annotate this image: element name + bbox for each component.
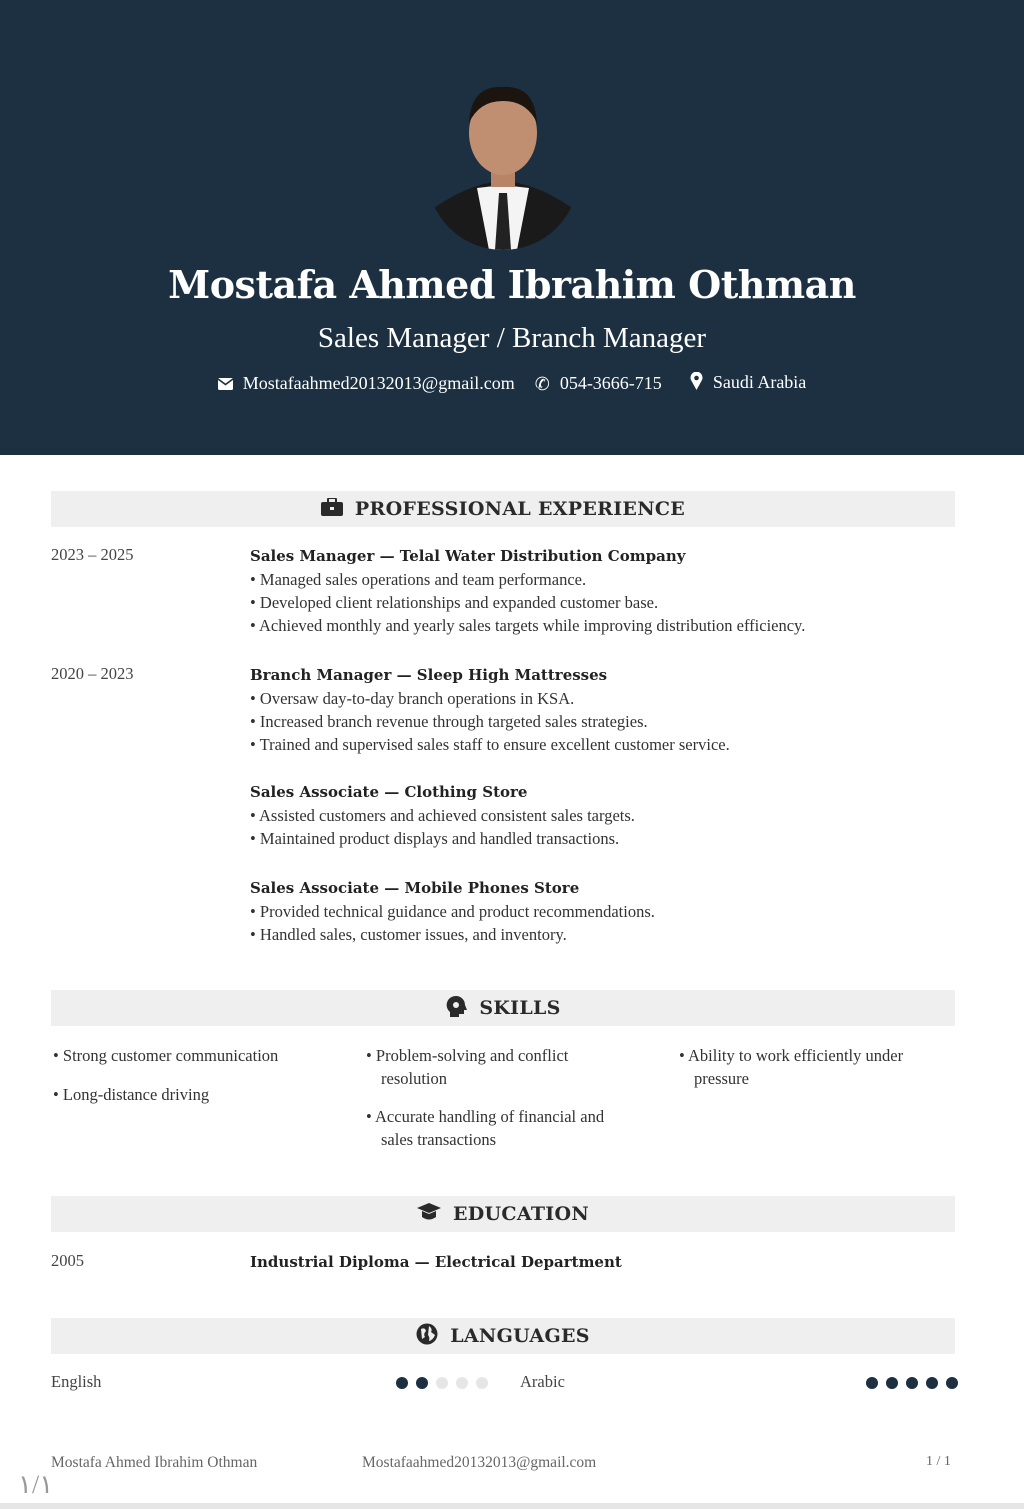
- candidate-name: Mostafa Ahmed Ibrahim Othman: [168, 262, 856, 307]
- entry-date: 2020 – 2023: [51, 664, 134, 683]
- email-text: Mostafaahmed20132013@gmail.com: [242, 372, 515, 393]
- entry-role: Branch Manager — Sleep High Mattresses: [250, 666, 608, 684]
- candidate-title: Sales Manager / Branch Manager: [317, 322, 707, 354]
- footer-page-number: 1 / 1: [926, 1454, 951, 1469]
- briefcase-icon: [321, 498, 343, 521]
- language-level-arabic: [866, 1377, 958, 1389]
- section-languages-heading: [51, 1318, 955, 1354]
- level-dot: [476, 1377, 488, 1389]
- skill-item: • Accurate handling of financial and sales transactions: [366, 1105, 636, 1151]
- level-dot: [396, 1377, 408, 1389]
- language-name: Arabic: [520, 1372, 565, 1391]
- level-dot: [946, 1377, 958, 1389]
- section-title: LANGUAGES: [450, 1325, 590, 1347]
- phone-icon: ✆: [534, 373, 550, 394]
- contact-location: [690, 372, 806, 395]
- level-dot: [436, 1377, 448, 1389]
- skill-item: • Long-distance driving: [53, 1083, 343, 1106]
- level-dot: [456, 1377, 468, 1389]
- contact-email[interactable]: [218, 373, 515, 395]
- bullet: • Handled sales, customer issues, and inventory.: [250, 923, 655, 946]
- bullet: • Assisted customers and achieved consistent sales targets.: [250, 804, 635, 827]
- envelope-icon: [218, 374, 233, 395]
- graduation-cap-icon: [417, 1203, 441, 1226]
- level-dot: [866, 1377, 878, 1389]
- entry-date: 2005: [51, 1251, 84, 1270]
- level-dot: [906, 1377, 918, 1389]
- contact-phone[interactable]: [535, 373, 662, 395]
- bullet: • Oversaw day-to-day branch operations in KSA.: [250, 687, 730, 710]
- bullet: • Maintained product displays and handled transactions.: [250, 827, 635, 850]
- head-brain-icon: [445, 995, 467, 1022]
- entry-date: 2023 – 2025: [51, 545, 134, 564]
- footer-email: Mostafaahmed20132013@gmail.com: [362, 1454, 597, 1471]
- entry-degree: Industrial Diploma — Electrical Department: [250, 1253, 622, 1271]
- contact-info: [0, 372, 1024, 395]
- bullet: • Developed client relationships and expanded customer base.: [250, 591, 805, 614]
- skill-item: • Problem-solving and conflict resolution: [366, 1044, 636, 1090]
- skill-item: • Strong customer communication: [53, 1044, 343, 1067]
- skill-item: • Ability to work efficiently under pressure: [679, 1044, 955, 1090]
- resume-header: [0, 0, 1024, 455]
- level-dot: [926, 1377, 938, 1389]
- bullet: • Managed sales operations and team performance.: [250, 568, 805, 591]
- entry-role: Sales Associate — Mobile Phones Store: [250, 879, 580, 897]
- entry-role: Sales Associate — Clothing Store: [250, 783, 528, 801]
- section-title: PROFESSIONAL EXPERIENCE: [354, 498, 686, 520]
- level-dot: [416, 1377, 428, 1389]
- language-name: English: [51, 1372, 102, 1391]
- globe-icon: [416, 1323, 438, 1350]
- map-pin-icon: [690, 372, 703, 395]
- entry-role: Sales Manager — Telal Water Distribution Company: [250, 547, 686, 565]
- section-title: EDUCATION: [453, 1203, 589, 1225]
- bottom-divider: [0, 1503, 1024, 1509]
- section-experience-heading: [51, 491, 955, 527]
- arabic-page-indicator: ١/١: [18, 1470, 54, 1499]
- section-education-heading: [51, 1196, 955, 1232]
- section-title: SKILLS: [479, 997, 561, 1019]
- bullet: • Increased branch revenue through targeted sales strategies.: [250, 710, 730, 733]
- level-dot: [886, 1377, 898, 1389]
- bullet: • Achieved monthly and yearly sales targets while improving distribution efficiency.: [250, 614, 805, 637]
- bullet: • Provided technical guidance and product recommendations.: [250, 900, 655, 923]
- footer-name: Mostafa Ahmed Ibrahim Othman: [51, 1454, 258, 1471]
- profile-photo: [427, 73, 579, 250]
- bullet: • Trained and supervised sales staff to ensure excellent customer service.: [250, 733, 730, 756]
- phone-text: 054-3666-715: [559, 372, 662, 393]
- language-level-english: [396, 1377, 488, 1389]
- location-text: Saudi Arabia: [712, 372, 807, 392]
- section-skills-heading: [51, 990, 955, 1026]
